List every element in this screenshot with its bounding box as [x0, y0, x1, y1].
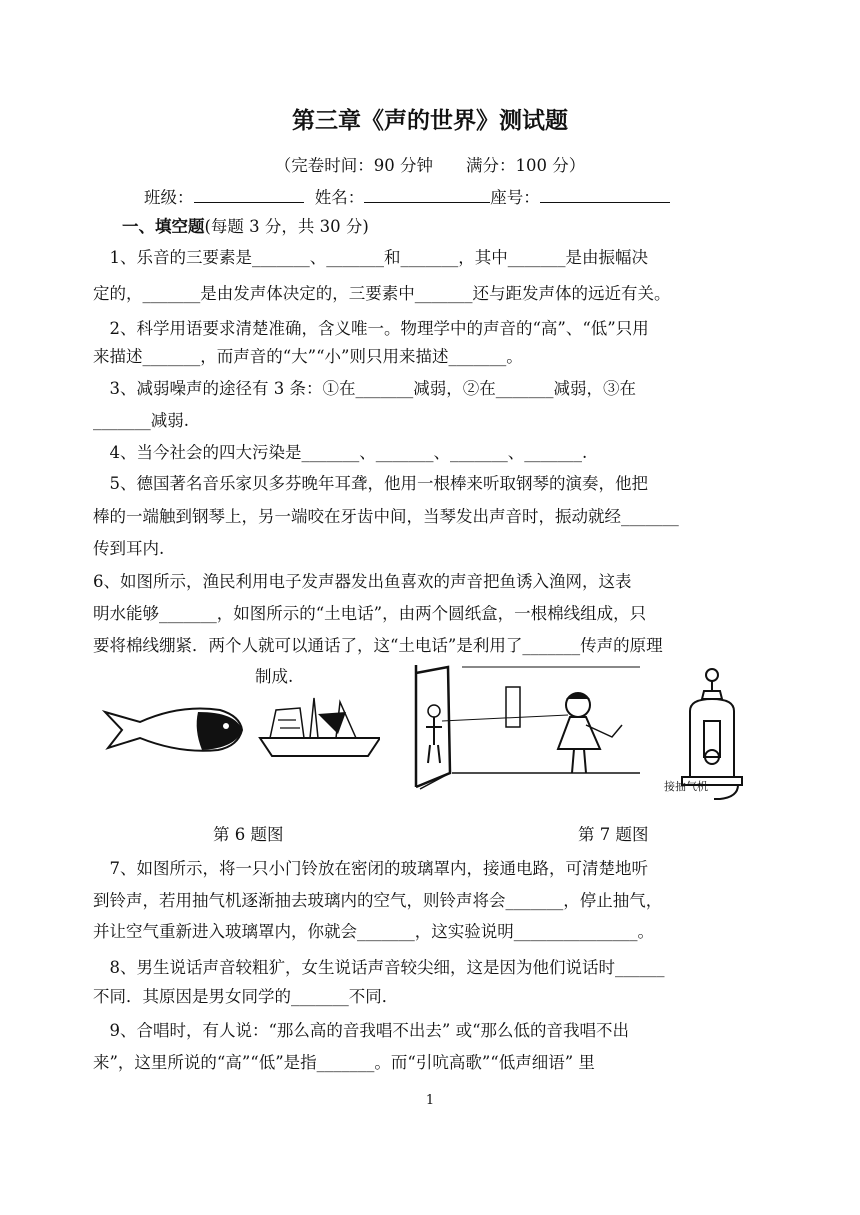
question-line: 明水能够_______，如图所示的“土电话”，由两个圆纸盒，一根棉线组成，只 [93, 604, 647, 623]
question-line: 棒的一端触到钢琴上，另一端咬在牙齿中间，当琴发出声音时，振动就经_______ [93, 507, 679, 526]
class-label: 班级： [144, 188, 194, 207]
name-label: 姓名： [314, 188, 365, 207]
question-line: 2、科学用语要求清楚准确，含义唯一。物理学中的声音的“高”、“低”只用 [93, 319, 649, 338]
question-line: 9、合唱时，有人说：“那么高的音我唱不出去” 或“那么低的音我唱不出 [93, 1021, 630, 1040]
question-line: 6、如图所示，渔民利用电子发声器发出鱼喜欢的声音把鱼诱入渔网，这表 [93, 572, 632, 591]
question-line: 3、减弱噪声的途径有 3 条：①在_______减弱，②在_______减弱，③在 [93, 379, 636, 398]
fish-boat-figure [100, 690, 380, 770]
section-heading [122, 216, 369, 238]
question-line: 7、如图所示，将一只小门铃放在密闭的玻璃罩内，接通电路，可清楚地听 [93, 859, 648, 878]
question-line: 不同．其原因是男女同学的_______不同． [93, 987, 399, 1006]
class-field[interactable] [194, 186, 304, 203]
girl-icon [558, 693, 622, 773]
question-line: 并让空气重新进入玻璃罩内，你就会_______，这实验说明_______________。 [93, 922, 654, 941]
student-info-row [144, 186, 670, 209]
page-title: 第三章《声的世界》测试题 [292, 107, 568, 134]
question-line: 到铃声，若用抽气机逐渐抽去玻璃内的空气，则铃声将会_______，停止抽气， [93, 891, 663, 910]
question-line: 要将棉线绷紧．两个人就可以通话了，这“土电话”是利用了_______传声的原理 [93, 636, 663, 655]
question-line: _______减弱. [93, 411, 189, 430]
person-left-icon [426, 705, 442, 763]
section-note: (每题 3 分，共 30 分) [204, 217, 369, 236]
seat-label: 座号： [490, 188, 540, 207]
exam-meta: （完卷时间：90 分钟 满分：100 分） [274, 156, 586, 175]
name-field[interactable] [364, 186, 490, 203]
fish-icon [105, 709, 242, 751]
question-line: 定的，_______是由发声体决定的，三要素中_______还与距发声体的远近有关。 [93, 284, 671, 303]
question-line: 5、德国著名音乐家贝多芬晚年耳聋，他用一根棒来听取钢琴的演奏，他把 [93, 474, 648, 493]
question-line: 来”，这里所说的“高”“低”是指_______。而“引吭高歌”“低声细语” 里 [93, 1053, 595, 1072]
boat-icon [260, 698, 380, 756]
question-line: 传到耳内. [93, 539, 165, 558]
page-number: 1 [425, 1093, 435, 1108]
tin-can-phone-figure [412, 665, 642, 790]
seat-field[interactable] [540, 186, 670, 203]
question-line: 来描述_______，而声音的“大”“小”则只用来描述_______。 [93, 347, 523, 366]
question-line: 制成. [255, 667, 294, 686]
fig7-caption: 第 7 题图 [578, 825, 649, 844]
question-line: 4、当今社会的四大污染是_______、_______、_______、_______. [93, 443, 588, 462]
section-title: 一、填空题 [122, 217, 205, 236]
question-line: 8、男生说话声音较粗犷，女生说话声音较尖细，这是因为他们说话时______ [93, 958, 665, 977]
pump-label: 接抽气机 [664, 780, 708, 793]
question-line: 1、乐音的三要素是_______、_______和_______，其中_______是由振幅决 [93, 248, 648, 267]
fig6-caption: 第 6 题图 [213, 825, 284, 844]
